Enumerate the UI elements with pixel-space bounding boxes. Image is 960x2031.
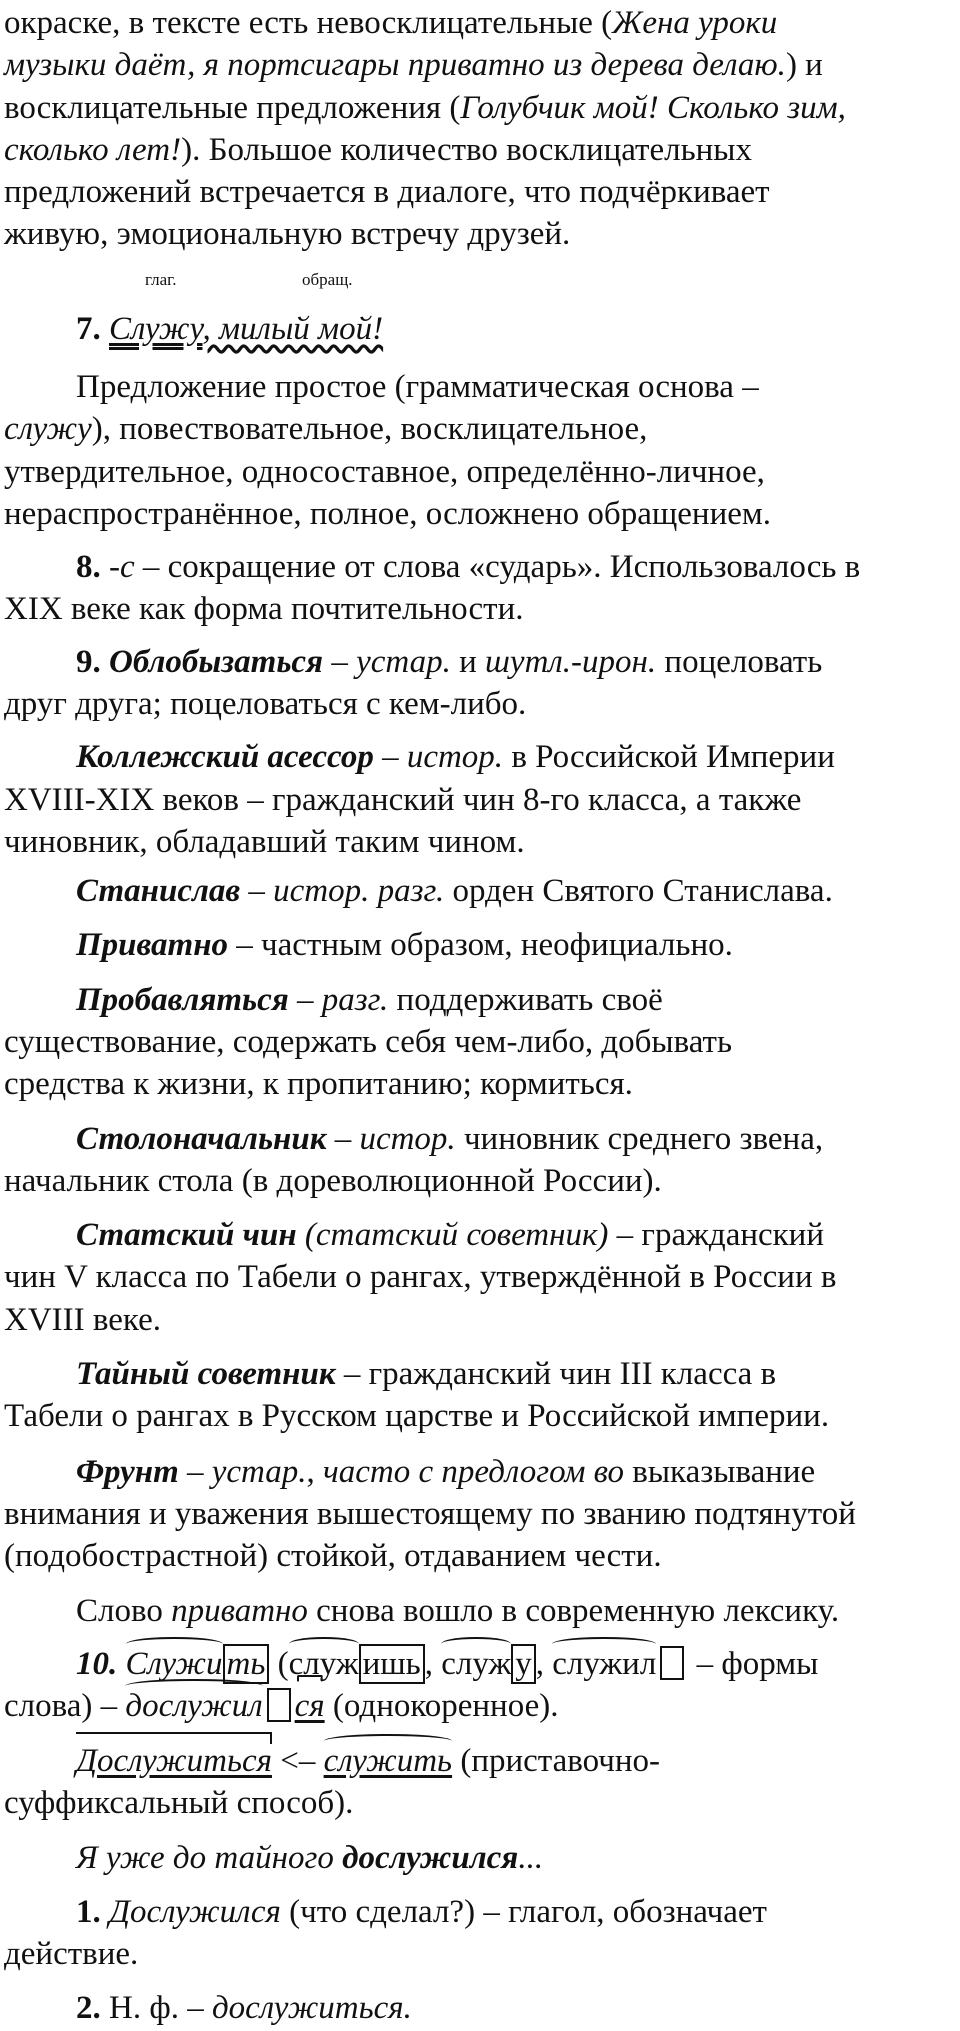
text-line: живую, эмоциональную встречу друзей.: [4, 216, 571, 252]
null-ending-box: [660, 1646, 684, 1680]
text-line: суффиксальный способ).: [4, 1785, 354, 1821]
text-line: Предложение простое (грамматическая основа –: [76, 369, 759, 405]
sentence-7: 7. Служу, милый мой!: [76, 311, 384, 347]
text-line: предложений встречается в диалоге, что подчёркивает: [4, 174, 770, 210]
null-ending-box: [267, 1688, 291, 1722]
text-line: нераспространённое, полное, осложнено обращением.: [4, 496, 772, 532]
analysis-item-2: 2. Н. ф. – дослужиться.: [76, 1990, 412, 2026]
glossary-entry: Тайный советник – гражданский чин III класса в: [76, 1356, 777, 1392]
text-line: XVIII веке.: [4, 1302, 162, 1338]
text-line: средства к жизни, к пропитанию; кормиться.: [4, 1066, 633, 1102]
text-line: начальник стола (в дореволюционной России).: [4, 1163, 662, 1199]
text-line: утвердительное, односоставное, определённо-личное,: [4, 454, 765, 490]
text-line: музыки даёт, я портсигары приватно из дерева делаю.) и: [4, 47, 823, 83]
text-line: чиновник, обладавший таким чином.: [4, 824, 525, 860]
text-line: слова) – дослужил ся (однокоренное).: [4, 1685, 558, 1728]
analysis-item-1: 1. Дослужился (что сделал?) – глагол, обозначает: [76, 1894, 767, 1930]
text-line: Дослужиться <– служить (приставочно-: [76, 1740, 660, 1783]
text-line: внимания и уважения вышестоящему по званию подтянутой: [4, 1496, 856, 1532]
item-8: 8. -с – сокращение от слова «сударь». Использовалось в: [76, 549, 861, 585]
text-line: (подобострастной) стойкой, отдаванием чести.: [4, 1538, 662, 1574]
glossary-entry: Столоначальник – истор. чиновник среднего звена,: [76, 1121, 824, 1157]
text-line: Слово приватно снова вошло в современную лексику.: [76, 1593, 840, 1629]
glossary-entry: Статский чин (статский советник) – гражданский: [76, 1217, 825, 1253]
glossary-entry: Приватно – частным образом, неофициально.: [76, 927, 733, 963]
text-line: восклицательные предложения (Голубчик мой! Сколько зим,: [4, 90, 846, 126]
glossary-entry: Коллежский асессор – истор. в Российской Империи: [76, 739, 835, 775]
text-line: существование, содержать себя чем-либо, добывать: [4, 1024, 733, 1060]
text-line: служу), повествовательное, восклицательное,: [4, 411, 648, 447]
text-line: Табели о рангах в Русском царстве и Российской империи.: [4, 1398, 830, 1434]
item-9: 9. Облобызаться – устар. и шутл.-ирон. поцеловать: [76, 644, 823, 680]
glossary-entry: Станислав – истор. разг. орден Святого Станислава.: [76, 873, 833, 909]
text-line: окраске, в тексте есть невосклицательные (Жена уроки: [4, 5, 778, 41]
text-line: действие.: [4, 1936, 139, 1972]
part-of-speech-label: обращ.: [302, 270, 353, 289]
glossary-entry: Пробавляться – разг. поддерживать своё: [76, 982, 663, 1018]
example-sentence: Я уже до тайного дослужился...: [76, 1840, 544, 1876]
text-line: XVIII-XIX веков – гражданский чин 8-го класса, а также: [4, 782, 802, 818]
text-line: чин V класса по Табели о рангах, утверждённой в России в: [4, 1259, 837, 1295]
text-line: сколько лет!). Большое количество восклицательных: [4, 132, 752, 168]
text-line: друг друга; поцеловаться с кем-либо.: [4, 686, 527, 722]
text-line: XIX веке как форма почтительности.: [4, 591, 524, 627]
item-10: 10. Служи ть (служ ишь , служ у , служил – формы: [76, 1643, 818, 1686]
part-of-speech-label: глаг.: [145, 270, 177, 289]
glossary-entry: Фрунт – устар., часто с предлогом во выказывание: [76, 1454, 816, 1490]
